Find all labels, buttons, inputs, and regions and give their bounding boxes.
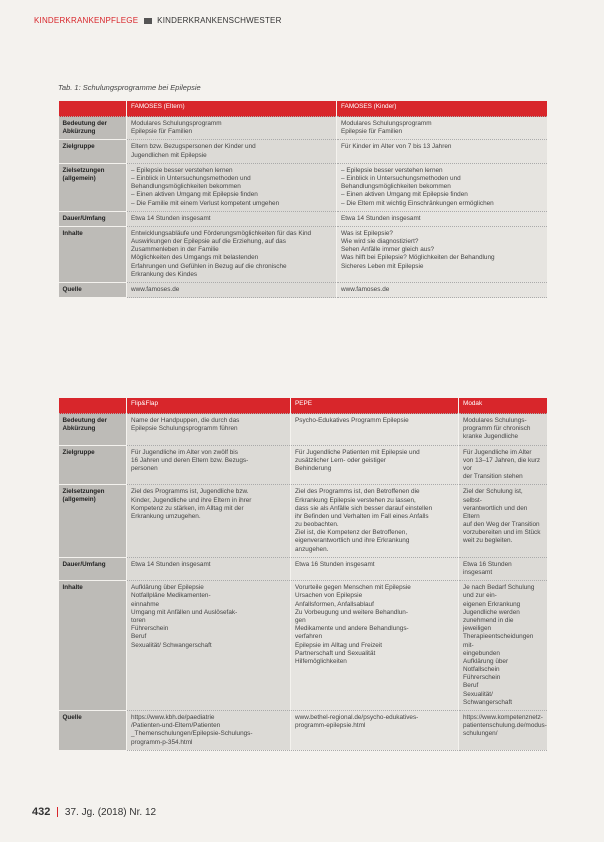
cell-line: Epilepsie Schulungsprogramm führen	[131, 425, 238, 433]
cell-line: /Patienten-und-Eltern/Patienten	[131, 722, 221, 730]
header-blank	[59, 398, 127, 414]
cell-line: – Einblick in Untersuchungsmethoden und	[341, 174, 461, 182]
cell-line: Für Kinder im Alter von 7 bis 13 Jahren	[341, 143, 452, 151]
row-label: Bedeutung der Abkürzung	[59, 117, 127, 140]
table-cell	[127, 485, 291, 558]
cell-line: Für Jugendliche im Alter von zwölf bis	[131, 448, 238, 456]
cell-line: schulungen/	[463, 730, 498, 738]
header-blank	[59, 101, 127, 117]
table-cell	[337, 140, 547, 163]
running-header	[34, 16, 282, 25]
cell-line: Führerschein	[131, 625, 169, 633]
cell-line: anzugehen.	[295, 545, 329, 553]
cell-line: Name der Handpuppen, die durch das	[131, 417, 240, 424]
table-row	[59, 711, 547, 751]
cell-line: Etwa 16 Stunden insgesamt	[295, 560, 375, 568]
cell-line: Was ist Epilepsie?	[341, 229, 393, 237]
table-cell	[127, 581, 291, 711]
cell-line: Für Jugendliche Patienten mit Epilepsie und	[295, 448, 420, 456]
cell-line: Eltern bzw. Bezugspersonen der Kinder und	[131, 143, 256, 151]
row-label: Dauer/Umfang	[59, 211, 127, 226]
row-label: Quelle	[59, 711, 127, 751]
cell-line: Für Jugendliche im Alter	[463, 448, 532, 456]
cell-line: Epilepsie für Familien	[341, 128, 403, 136]
cell-line: Partnerschaft und Sexualität	[295, 649, 376, 657]
cell-line: Beruf	[463, 682, 479, 690]
table-cell	[127, 226, 337, 282]
cell-line: Kompetenz zu stärken, im Alltag mit der	[131, 504, 244, 512]
cell-line: weit zu begleiten.	[463, 537, 513, 545]
cell-line: patientenschulung.de/modus-	[463, 722, 547, 730]
cell-line: verfahren	[295, 633, 322, 641]
table-row	[59, 581, 547, 711]
cell-line: Epilepsie im Alltag und Freizeit	[295, 641, 383, 649]
table-cell	[127, 283, 337, 298]
cell-line: – Epilepsie besser verstehen lernen	[341, 166, 443, 174]
page-number: 432	[32, 806, 51, 818]
issue-info: 37. Jg. (2018) Nr. 12	[64, 807, 157, 818]
cell-line: Etwa 14 Stunden insgesamt	[131, 560, 211, 568]
table-row	[59, 445, 547, 485]
cell-line: _Themenschulungen/Epilepsie-Schulungs-	[131, 730, 253, 738]
column-header: PEPE	[291, 398, 459, 414]
cell-line: Beruf	[131, 633, 147, 641]
table-cell	[127, 711, 291, 751]
cell-line: – Die Eltern mit wichtig Einschränkungen ermöglichen	[341, 199, 494, 207]
cell-line: eingebunden	[463, 649, 500, 657]
separator-icon	[144, 18, 152, 24]
cell-line: www.famoses.de	[131, 286, 180, 293]
cell-line: ihr Befinden und Verhalten im Fall eines Anfalls	[295, 512, 429, 520]
row-label: Quelle	[59, 283, 127, 298]
cell-line: zusätzlicher Lern- oder geistiger	[295, 456, 386, 464]
cell-line: Sicheres Leben mit Epilepsie	[341, 262, 424, 270]
cell-line: Möglichkeiten des Umgangs mit belastenden	[131, 254, 259, 262]
cell-line: Wie wird sie diagnostiziert?	[341, 238, 419, 246]
table-cell	[291, 445, 459, 485]
cell-line: Sehen Anfälle immer gleich aus?	[341, 246, 435, 254]
cell-line: – Epilepsie besser verstehen lernen	[131, 166, 233, 174]
cell-line: Ziel ist, die Kompetenz der Betroffenen,	[295, 529, 408, 537]
cell-line: https://www.kbh.de/paediatrie	[131, 714, 215, 721]
cell-line: Hilfemöglichkeiten	[295, 657, 347, 665]
cell-line: Sexualität/ Schwangerschaft	[131, 641, 212, 649]
section-title: KINDERKRANKENPFLEGE	[34, 16, 139, 25]
cell-line: kranke Jugendliche	[463, 433, 519, 441]
row-label: Zielsetzungen (allgemein)	[59, 163, 127, 211]
column-header: Flip&Flap	[127, 398, 291, 414]
row-label: Inhalte	[59, 226, 127, 282]
cell-line: Therapieentscheidungen mit-	[463, 633, 534, 649]
table-cell	[337, 226, 547, 282]
row-label: Bedeutung der Abkürzung	[59, 414, 127, 446]
cell-line: programm für chronisch	[463, 425, 531, 433]
cell-line: programm-p-354.html	[131, 738, 193, 746]
table-row	[59, 485, 547, 558]
table-row	[59, 117, 547, 140]
table-cell	[127, 414, 291, 446]
table-row	[59, 414, 547, 446]
cell-line: Epilepsie für Familien	[131, 128, 193, 136]
table-cell	[459, 711, 547, 751]
cell-line: Aufklärung über Epilepsie	[131, 584, 204, 592]
table-cell	[127, 140, 337, 163]
cell-line: Je nach Bedarf Schulung und zur ein-	[463, 584, 535, 600]
table-cell	[291, 581, 459, 711]
table-cell	[337, 117, 547, 140]
cell-line: eigenverantwortlich und ihre Erkrankung	[295, 537, 410, 545]
cell-line: Sexualität/ Schwangerschaft	[463, 690, 513, 706]
cell-line: www.famoses.de	[341, 286, 390, 293]
cell-line: toren	[131, 616, 146, 624]
table-row	[59, 283, 547, 298]
table-cell	[291, 414, 459, 446]
cell-line: www.bethel-regional.de/psycho-edukatives-	[295, 714, 419, 721]
cell-line: Erkrankung des Kindes	[131, 270, 198, 278]
cell-line: Modulares Schulungsprogramm	[341, 120, 432, 127]
cell-line: gen	[295, 616, 306, 624]
cell-line: Ziel des Programms ist, den Betroffenen die	[295, 488, 420, 496]
cell-line: personen	[131, 464, 158, 472]
cell-line: Kinder, Jugendliche und ihre Eltern in ihrer	[131, 496, 252, 504]
cell-line: Entwicklungsabläufe und Förderungsmöglichkeiten für das Kind	[131, 229, 312, 237]
cell-line: Modulares Schulungs-	[463, 417, 527, 424]
page-footer	[32, 806, 156, 818]
cell-line: eigenen Erkrankung	[463, 600, 521, 608]
cell-line: Vorurteile gegen Menschen mit Epilepsie	[295, 584, 411, 592]
row-label: Zielsetzungen (allgemein)	[59, 485, 127, 558]
cell-line: Zusammenleben in der Familie	[131, 246, 219, 254]
table-cell	[127, 211, 337, 226]
cell-line: Ursachen von Epilepsie	[295, 592, 363, 600]
table-cell	[337, 283, 547, 298]
cell-line: Medikamente und andere Behandlungs-	[295, 625, 409, 633]
column-header: Modak	[459, 398, 547, 414]
cell-line: – Die Familie mit einem Verlust kompetent umgehen	[131, 199, 280, 207]
row-label: Zielgruppe	[59, 445, 127, 485]
cell-line: Etwa 16 Stunden insgesamt	[463, 560, 512, 576]
table-row	[59, 163, 547, 211]
footer-divider	[57, 807, 58, 817]
cell-line: Was hilft bei Epilepsie? Möglichkeiten der Behandlung	[341, 254, 495, 262]
table-cell	[459, 445, 547, 485]
table-cell	[127, 117, 337, 140]
cell-line: Führerschein	[463, 674, 501, 682]
cell-line: vorzubereiten und im Stück	[463, 529, 541, 537]
row-label: Inhalte	[59, 581, 127, 711]
cell-line: Psycho-Edukatives Programm Epilepsie	[295, 417, 409, 424]
table-cell	[337, 211, 547, 226]
cell-line: der Transition stehen	[463, 473, 523, 481]
cell-line: https://www.kompetenznetz-	[463, 714, 543, 721]
cell-line: zu beobachten.	[295, 521, 339, 529]
cell-line: Etwa 14 Stunden insgesamt	[131, 214, 211, 222]
row-label: Dauer/Umfang	[59, 557, 127, 580]
table-cell	[127, 445, 291, 485]
table-cell	[459, 485, 547, 558]
cell-line: Erkrankung Epilepsie verstehen zu lassen,	[295, 496, 416, 504]
cell-line: Ziel des Programms ist, Jugendliche bzw.	[131, 488, 249, 496]
table-row	[59, 211, 547, 226]
column-header: FAMOSES (Kinder)	[337, 101, 547, 117]
cell-line: Umgang mit Anfällen und Auslösefak-	[131, 608, 238, 616]
cell-line: Behandlungsmöglichkeiten bekommen	[131, 183, 241, 191]
cell-line: Aufklärung über Notfallschein	[463, 657, 509, 674]
cell-line: dass sie als Anfälle sich besser darauf einstellen	[295, 504, 433, 512]
cell-line: – Einen aktiven Umgang mit Epilepsie finden	[341, 191, 468, 199]
cell-line: Jugendliche werden	[463, 608, 520, 616]
column-header: FAMOSES (Eltern)	[127, 101, 337, 117]
table-cell	[291, 557, 459, 580]
table-cell	[127, 163, 337, 211]
cell-line: auf den Weg der Transition	[463, 521, 540, 529]
cell-line: programm-epilepsie.html	[295, 722, 366, 730]
table-cell	[459, 557, 547, 580]
cell-line: Behinderung	[295, 464, 332, 472]
cell-line: Anfallsformen, Anfallsablauf	[295, 600, 374, 608]
table-row	[59, 557, 547, 580]
subsection-title: KINDERKRANKENSCHWESTER	[157, 16, 282, 25]
programs-table	[58, 398, 547, 751]
cell-line: Zu Vorbeugung und weitere Behandlun-	[295, 608, 408, 616]
cell-line: Behandlungsmöglichkeiten bekommen	[341, 183, 451, 191]
table-cell	[291, 485, 459, 558]
cell-line: 16 Jahren und deren Eltern bzw. Bezugs-	[131, 456, 249, 464]
cell-line: – Einblick in Untersuchungsmethoden und	[131, 174, 251, 182]
table-row	[59, 226, 547, 282]
cell-line: von 13–17 Jahren, die kurz vor	[463, 456, 541, 472]
cell-line: Notfallpläne Medikamenten-	[131, 592, 211, 600]
cell-line: Modulares Schulungsprogramm	[131, 120, 222, 127]
table-caption: Tab. 1: Schulungsprogramme bei Epilepsie	[58, 83, 201, 92]
table-cell	[459, 414, 547, 446]
cell-line: Jugendlichen mit Epilepsie	[131, 151, 207, 159]
row-label: Zielgruppe	[59, 140, 127, 163]
cell-line: zunehmend in die jeweiligen	[463, 616, 514, 633]
cell-line: Erfahrungen und Gefühlen in Bezug auf die chronische	[131, 262, 287, 270]
table-cell	[127, 557, 291, 580]
table-cell	[291, 711, 459, 751]
cell-line: verantwortlich und den Eltern	[463, 504, 528, 520]
cell-line: einnahme	[131, 600, 160, 608]
table-row	[59, 140, 547, 163]
cell-line: Ziel der Schulung ist, selbst-	[463, 488, 523, 504]
table-cell	[337, 163, 547, 211]
cell-line: – Einen aktiven Umgang mit Epilepsie finden	[131, 191, 258, 199]
cell-line: Auswirkungen der Epilepsie auf die Erziehung, auf das	[131, 238, 286, 246]
cell-line: Etwa 14 Stunden insgesamt	[341, 214, 421, 222]
cell-line: Erkrankung umzugehen.	[131, 512, 201, 520]
table-cell	[459, 581, 547, 711]
famoses-table	[58, 101, 547, 298]
